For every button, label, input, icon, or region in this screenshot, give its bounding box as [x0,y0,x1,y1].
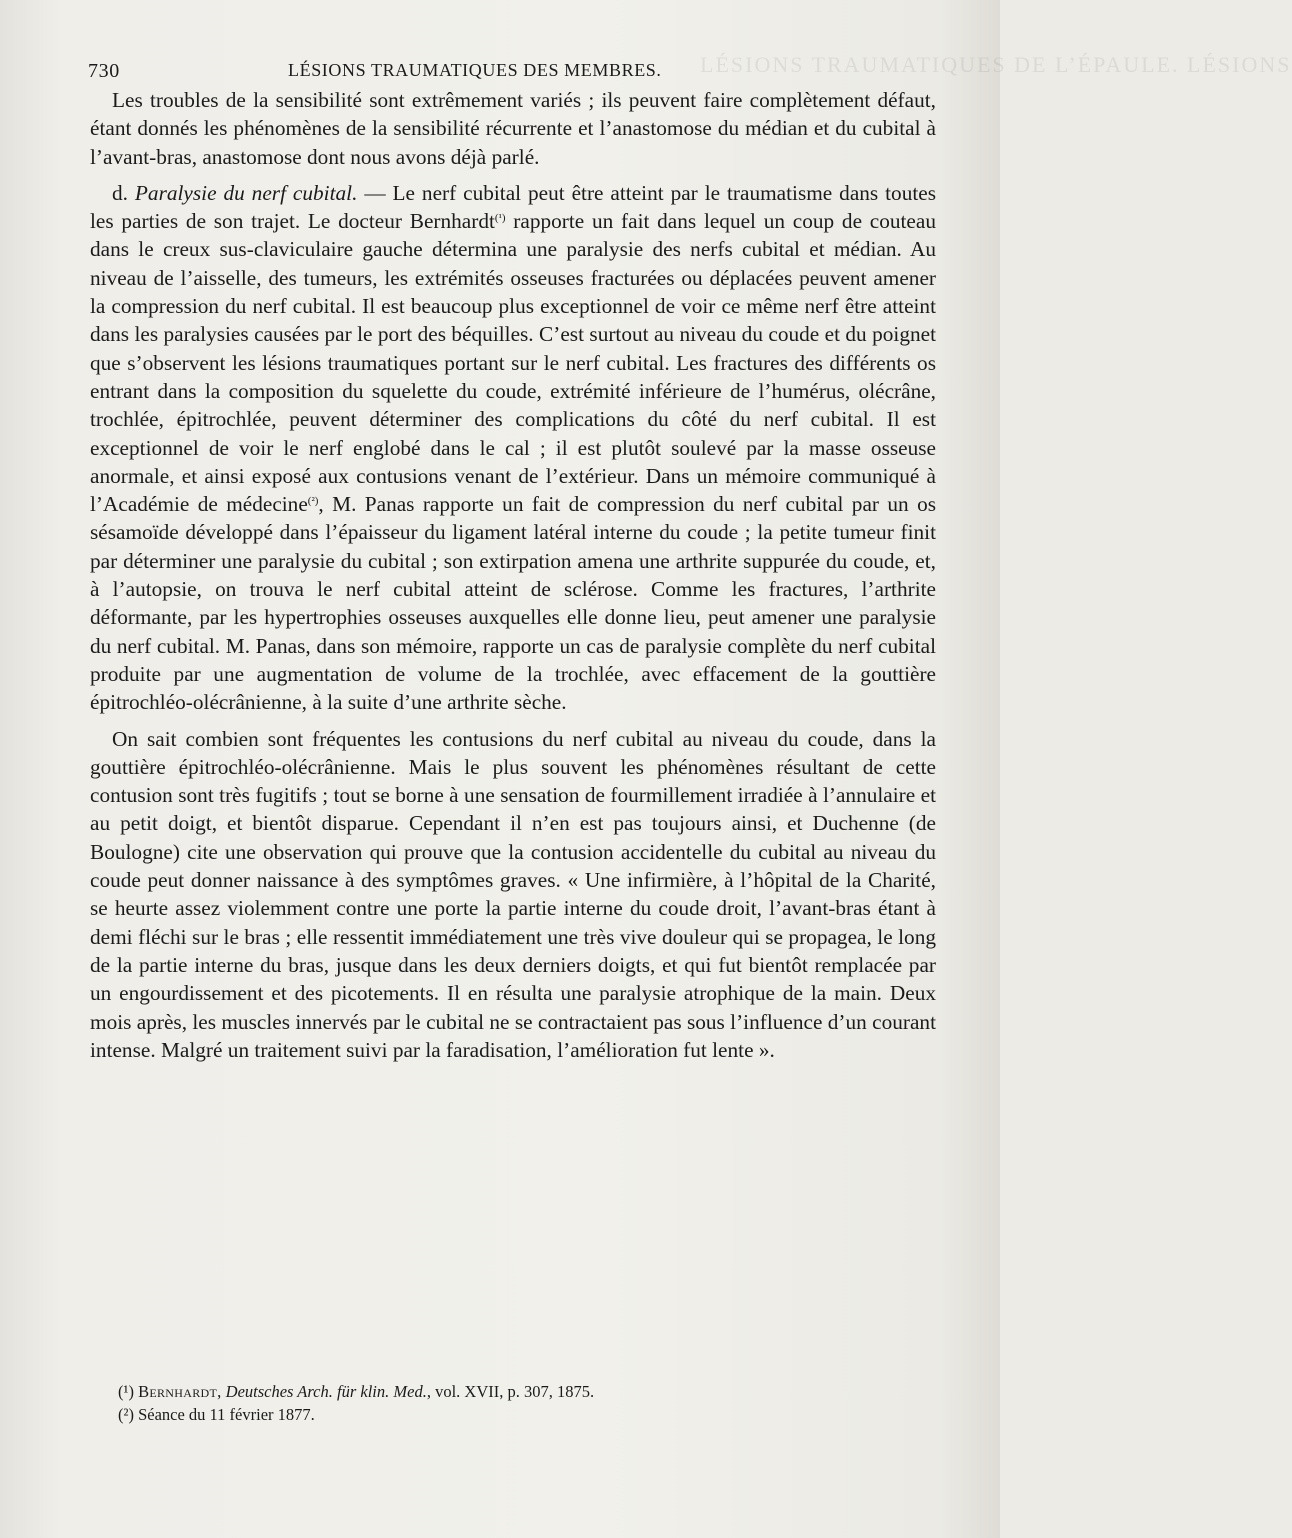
paragraph-contusions: On sait combien sont fréquentes les contusions du nerf cubital au niveau du coude, dans la gouttière épitrochléo-olécrânienne. Mais le plus souvent les phénomènes résultant de cette contusion sont très fugitifs ; tout se borne à une sensation de fourmillement irradiée à l’annulaire et au petit doigt, et bientôt disparue. Cependant il n’en est pas toujours ainsi, et Duchenne (de Boulogne) cite une observation qui prouve que la contusion accidentelle du cubital au niveau du coude peut donner naissance à des symptômes graves. « Une infirmière, à l’hôpital de la Charité, se heurte assez violemment contre une porte la partie interne du coude droit, l’avant-bras étant à demi fléchi sur le bras ; elle ressentit immédiatement une très vive douleur qui se propagea, le long de la partie interne du bras, jusque dans les deux derniers doigts, et qui fut bientôt remplacée par un engourdissement et des picotements. Il en résulta une paralysie atrophique de la main. Deux mois après, les muscles innervés par le cubital ne se contractaient pas sous l’influence d’un courant intense. Malgré un traitement suivi par la faradisation, l’amélioration fut lente ». [90,726,936,1062]
running-head: LÉSIONS TRAUMATIQUES DES MEMBRES. [288,60,662,80]
paragraph-text-b: rapporte un fait dans lequel un coup de couteau dans le creux sus-claviculaire gauche détermina une paralysie des nerfs cubital et médian. Au niveau de l’aisselle, des tumeurs, les extrémités osseuses fracturées ou déplacées peuvent amener la compression du nerf cubital. Il est beaucoup plus exceptionnel de voir ce même nerf être atteint dans les paralysies causées par le port des béquilles. C’est surtout au niveau du coude et du poignet que s’observent les lésions traumatiques portant sur le nerf cubital. Les fractures des différents os entrant dans la composition du squelette du coude, extrémité inférieure de l’humérus, olécrâne, trochlée, épitrochlée, peuvent déterminer des complications du côté du nerf cubital. Il est exceptionnel de voir le nerf englobé dans le cal ; il est plutôt soulevé par la masse osseuse anormale, et ainsi exposé aux contusions venant de l’extérieur. Dans un mémoire communiqué à l’Académie de médecine [90,209,936,517]
footnote-2 [118,1403,918,1426]
paragraph-text-a: — Le nerf cubital peut être atteint par le traumatisme dans toutes les parties de son trajet. Le docteur Bernhardt [90,180,937,234]
footnote-author: Bernhardt, [138,1382,222,1401]
page-number: 730 [88,60,120,82]
body-text [90,86,936,1064]
footnote-mark: (²) [118,1405,134,1424]
footnote-journal: Deutsches Arch. für klin. Med. [225,1382,427,1401]
paragraph-sensibility: Les troubles de la sensibilité sont extrêmement variés ; ils peuvent faire complètement défaut, étant donnés les phénomènes de la sensibilité récurrente et l’anastomose du médian et du cubital à l’avant-bras, anastomose dont nous avons déjà parlé. [90,88,936,169]
bleed-through-text: LÉSIONS TRAUMATIQUES DE L’ÉPAULE. LÉSIONS [700,52,1292,77]
footnote-mark: (¹) [118,1382,134,1401]
paragraph-text-c: , M. Panas rapporte un fait de compression du nerf cubital par un os sésamoïde développé dans l’épaisseur du ligament latéral interne du coude ; la petite tumeur finit par déterminer une paralysie du cubital ; son extirpation amena une arthrite suppurée du coude, et, à l’autopsie, on trouva le nerf cubital atteint de sclérose. Comme les fractures, l’arthrite déformante, par les hypertrophies osseuses auxquelles elle donne lieu, peut amener une paralysie du nerf cubital. M. Panas, dans son mémoire, rapporte un cas de paralysie complète du nerf cubital produite par une augmentation de volume de la trochlée, avec effacement de la gouttière épitrochléo-olécrânienne, à la suite d’une arthrite sèche. [90,492,937,715]
footnote-1 [118,1380,918,1403]
footnote-text: Séance du 11 février 1877. [138,1405,315,1424]
footnotes [118,1380,918,1426]
section-letter: d. [112,180,128,205]
footnote-ref-1[interactable]: (¹) [494,212,506,225]
paragraph-ulnar-paralysis [90,179,936,717]
footnote-details: , vol. XVII, p. 307, 1875. [426,1382,595,1401]
section-title: Paralysie du nerf cubital. [134,180,358,205]
footnote-ref-2[interactable]: (²) [307,495,319,508]
